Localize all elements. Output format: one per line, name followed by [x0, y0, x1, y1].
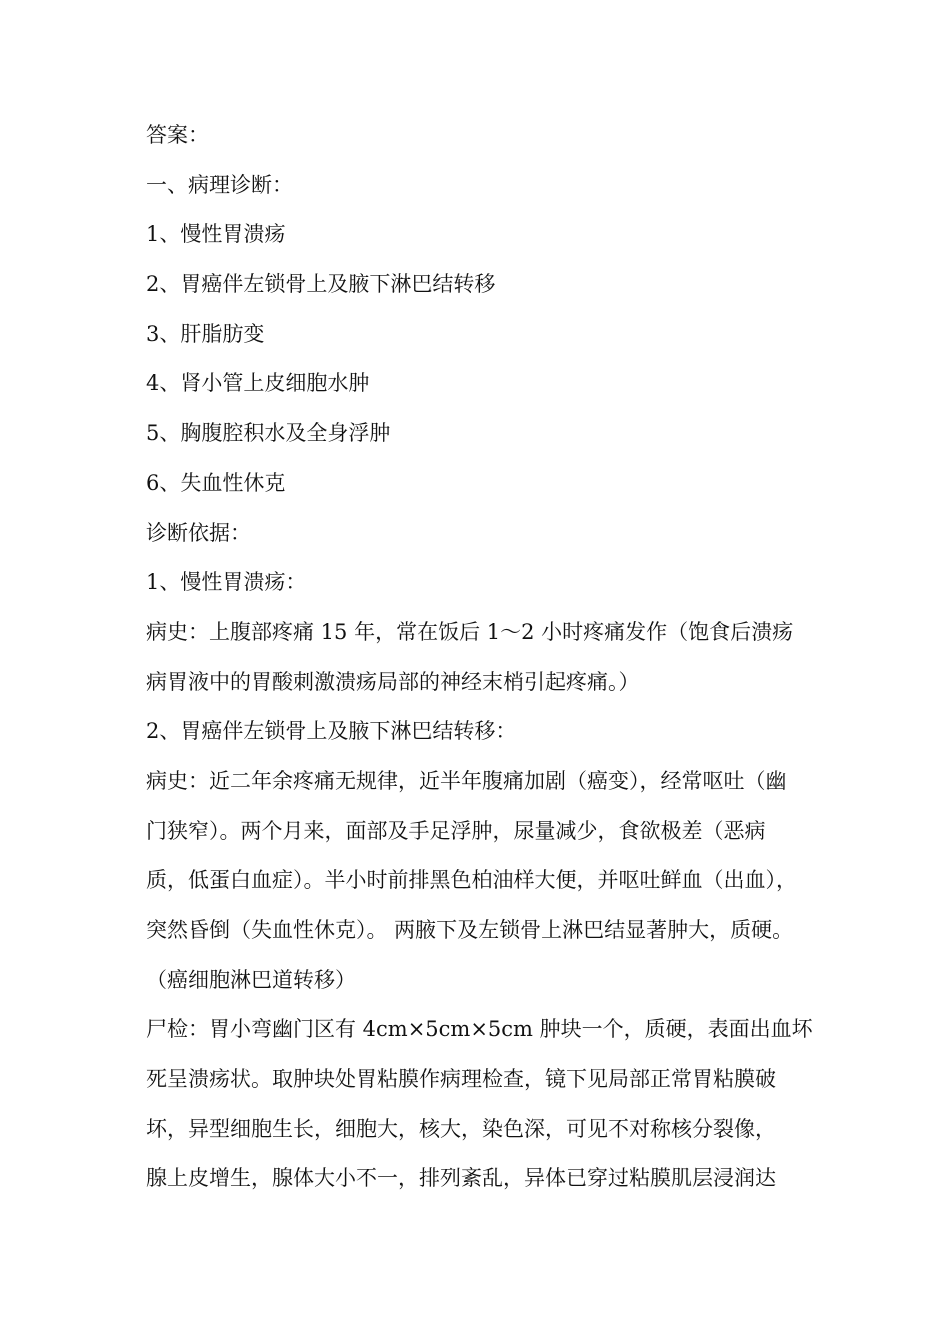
diagnosis-item-3: 3、肝脂肪变: [146, 321, 265, 346]
basis-heading-2: 2、胃癌伴左锁骨上及腋下淋巴结转移：: [146, 719, 517, 744]
basis-heading-1: 1、慢性胃溃疡：: [146, 570, 307, 595]
autopsy-text-line: 尸检：胃小弯幽门区有 4cm×5cm×5cm 肿块一个，质硬，表面出血坏: [146, 1017, 813, 1042]
autopsy-text-line: 死呈溃疡状。取肿块处胃粘膜作病理检查，镜下见局部正常胃粘膜破: [146, 1067, 776, 1092]
basis-2-text-line: （癌细胞淋巴道转移）: [146, 967, 356, 992]
diagnosis-item-6: 6、失血性休克: [146, 470, 286, 495]
autopsy-text-line: 腺上皮增生，腺体大小不一，排列紊乱，异体已穿过粘膜肌层浸润达: [146, 1166, 776, 1191]
diagnosis-item-2: 2、胃癌伴左锁骨上及腋下淋巴结转移: [146, 272, 496, 297]
document-body: [146, 111, 818, 1204]
diagnosis-item-4: 4、肾小管上皮细胞水肿: [146, 371, 370, 396]
basis-1-text-line: 病史：上腹部疼痛 15 年，常在饭后 1～2 小时疼痛发作（饱食后溃疡: [146, 619, 794, 644]
basis-1-text-line: 病胃液中的胃酸刺激溃疡局部的神经末梢引起疼痛。）: [146, 669, 640, 694]
answer-heading: 答案：: [146, 123, 209, 147]
basis-2-text-line: 突然昏倒（失血性休克）。 两腋下及左锁骨上淋巴结显著肿大，质硬。: [146, 918, 794, 942]
diagnosis-item-5: 5、胸腹腔积水及全身浮肿: [146, 421, 391, 446]
basis-2-text-line: 病史：近二年余疼痛无规律，近半年腹痛加剧（癌变），经常呕吐（幽: [146, 768, 787, 793]
basis-2-text-line: 门狭窄）。两个月来，面部及手足浮肿，尿量减少，食欲极差（恶病: [146, 818, 766, 843]
autopsy-text-line: 坏，异型细胞生长，细胞大，核大，染色深，可见不对称核分裂像，: [146, 1116, 776, 1141]
section-heading-diagnostic-basis: 诊断依据：: [146, 520, 251, 545]
section-heading-pathological-diagnosis: 一、病理诊断：: [146, 172, 293, 197]
diagnosis-item-1: 1、慢性胃溃疡: [146, 222, 286, 247]
basis-2-text-line: 质，低蛋白血症）。半小时前排黑色柏油样大便，并呕吐鲜血（出血），: [146, 868, 797, 893]
